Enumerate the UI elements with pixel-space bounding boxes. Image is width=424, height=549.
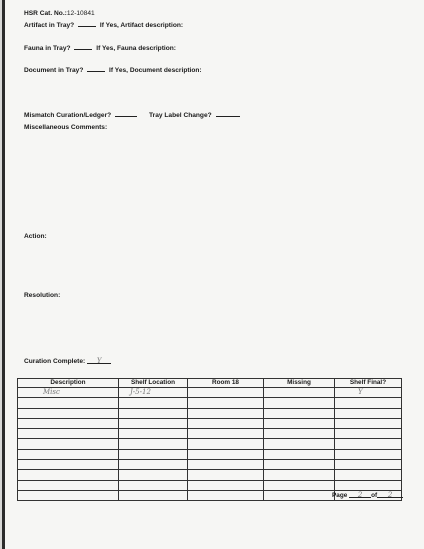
page-number-field[interactable] [349, 491, 371, 498]
table-cell[interactable] [188, 418, 264, 428]
table-cell[interactable] [18, 429, 119, 439]
table-cell[interactable] [188, 470, 264, 480]
table-cell[interactable] [335, 388, 402, 398]
table-cell[interactable] [335, 398, 402, 408]
document-row [24, 65, 202, 74]
table-cell[interactable] [18, 408, 119, 418]
cell-description: Misc [43, 388, 60, 397]
table-cell[interactable] [335, 418, 402, 428]
table-cell[interactable] [188, 388, 264, 398]
table-cell[interactable] [188, 449, 264, 459]
table-cell[interactable] [264, 418, 335, 428]
table-cell[interactable] [264, 460, 335, 470]
table-cell[interactable] [264, 429, 335, 439]
table-row [18, 408, 402, 418]
table-row [18, 449, 402, 459]
table-cell[interactable] [335, 429, 402, 439]
table-cell[interactable] [119, 439, 188, 449]
tray-label-label: Tray Label Change? [149, 112, 212, 119]
col-header-room-18: Room 18 [188, 379, 264, 388]
curation-complete-value: Y [96, 357, 102, 365]
fauna-label: Fauna in Tray? [24, 45, 71, 52]
curation-complete-field[interactable] [87, 357, 111, 364]
page-footer [332, 491, 403, 499]
table-cell[interactable] [188, 480, 264, 490]
table-row [18, 418, 402, 428]
table-cell[interactable] [188, 460, 264, 470]
table-cell[interactable] [188, 398, 264, 408]
table-cell[interactable] [18, 449, 119, 459]
table-cell[interactable] [119, 388, 188, 398]
table-cell[interactable] [18, 460, 119, 470]
action-label: Action: [24, 233, 47, 240]
table-cell[interactable] [119, 490, 188, 500]
tray-label-blank[interactable] [216, 110, 240, 117]
artifact-desc-label: If Yes, Artifact description: [99, 22, 184, 29]
col-header-description: Description [18, 379, 119, 388]
document-label: Document in Tray? [24, 67, 84, 74]
tray-label-row [149, 110, 242, 119]
table-cell[interactable] [264, 490, 335, 500]
misc-comments-label: Miscellaneous Comments: [24, 124, 108, 131]
table-cell[interactable] [119, 460, 188, 470]
table-cell[interactable] [335, 439, 402, 449]
table-cell[interactable] [119, 449, 188, 459]
table-row [18, 470, 402, 480]
table-header-row [18, 379, 402, 388]
catalog-label: HSR Cat. No.: [24, 10, 67, 17]
col-header-shelf-final: Shelf Final? [335, 379, 402, 388]
resolution-label: Resolution: [24, 292, 61, 299]
fauna-blank[interactable] [74, 43, 92, 50]
artifact-blank[interactable] [78, 20, 96, 27]
table-cell[interactable] [264, 449, 335, 459]
table-cell[interactable] [335, 449, 402, 459]
table-cell[interactable] [264, 470, 335, 480]
table-cell[interactable] [18, 418, 119, 428]
table-cell[interactable] [264, 398, 335, 408]
table-cell[interactable] [119, 398, 188, 408]
table-body [18, 388, 402, 501]
table-cell[interactable] [188, 408, 264, 418]
mismatch-blank[interactable] [115, 110, 137, 117]
table-row [18, 439, 402, 449]
table-cell[interactable] [188, 439, 264, 449]
table-cell[interactable] [119, 470, 188, 480]
table-row [18, 398, 402, 408]
catalog-number [24, 10, 95, 17]
page-label: Page [332, 492, 348, 499]
scan-edge [2, 0, 5, 549]
col-header-missing: Missing [264, 379, 335, 388]
table-cell[interactable] [335, 408, 402, 418]
fauna-desc-label: If Yes, Fauna description: [96, 45, 176, 52]
document-blank[interactable] [87, 65, 105, 72]
of-label: of [371, 492, 378, 499]
mismatch-row [24, 110, 139, 119]
table-row [18, 480, 402, 490]
inventory-table [17, 378, 402, 501]
table-cell[interactable] [264, 439, 335, 449]
table-cell[interactable] [18, 480, 119, 490]
table-cell[interactable] [18, 470, 119, 480]
document-desc-label: If Yes, Document description: [109, 67, 202, 74]
artifact-row [24, 20, 183, 29]
artifact-label: Artifact in Tray? [24, 22, 75, 29]
table-cell[interactable] [264, 388, 335, 398]
page-total-value: 2 [387, 491, 393, 499]
table-cell[interactable] [188, 429, 264, 439]
cell-shelf-final: Y [358, 388, 363, 397]
table-cell[interactable] [18, 398, 119, 408]
table-cell[interactable] [18, 490, 119, 500]
col-header-shelf-location: Shelf Location [119, 379, 188, 388]
table-cell[interactable] [188, 490, 264, 500]
table-cell[interactable] [264, 480, 335, 490]
table-cell[interactable] [119, 429, 188, 439]
catalog-value: 12-10841 [66, 10, 95, 17]
curation-complete-row [24, 357, 113, 365]
table-cell[interactable] [264, 408, 335, 418]
table-cell[interactable] [335, 460, 402, 470]
fauna-row [24, 43, 176, 52]
page-number-value: 2 [357, 491, 363, 499]
table-row [18, 388, 402, 398]
curation-complete-label: Curation Complete: [24, 358, 86, 365]
table-cell[interactable] [335, 470, 402, 480]
table-cell[interactable] [335, 480, 402, 490]
page-total-field[interactable] [377, 491, 403, 498]
table-row [18, 429, 402, 439]
mismatch-label: Mismatch Curation/Ledger? [24, 112, 112, 119]
table-cell[interactable] [119, 480, 188, 490]
cell-shelf-location: J-5-12 [130, 388, 151, 397]
table-cell[interactable] [18, 439, 119, 449]
table-row [18, 460, 402, 470]
table-cell[interactable] [119, 408, 188, 418]
table-cell[interactable] [18, 388, 119, 398]
table-cell[interactable] [119, 418, 188, 428]
